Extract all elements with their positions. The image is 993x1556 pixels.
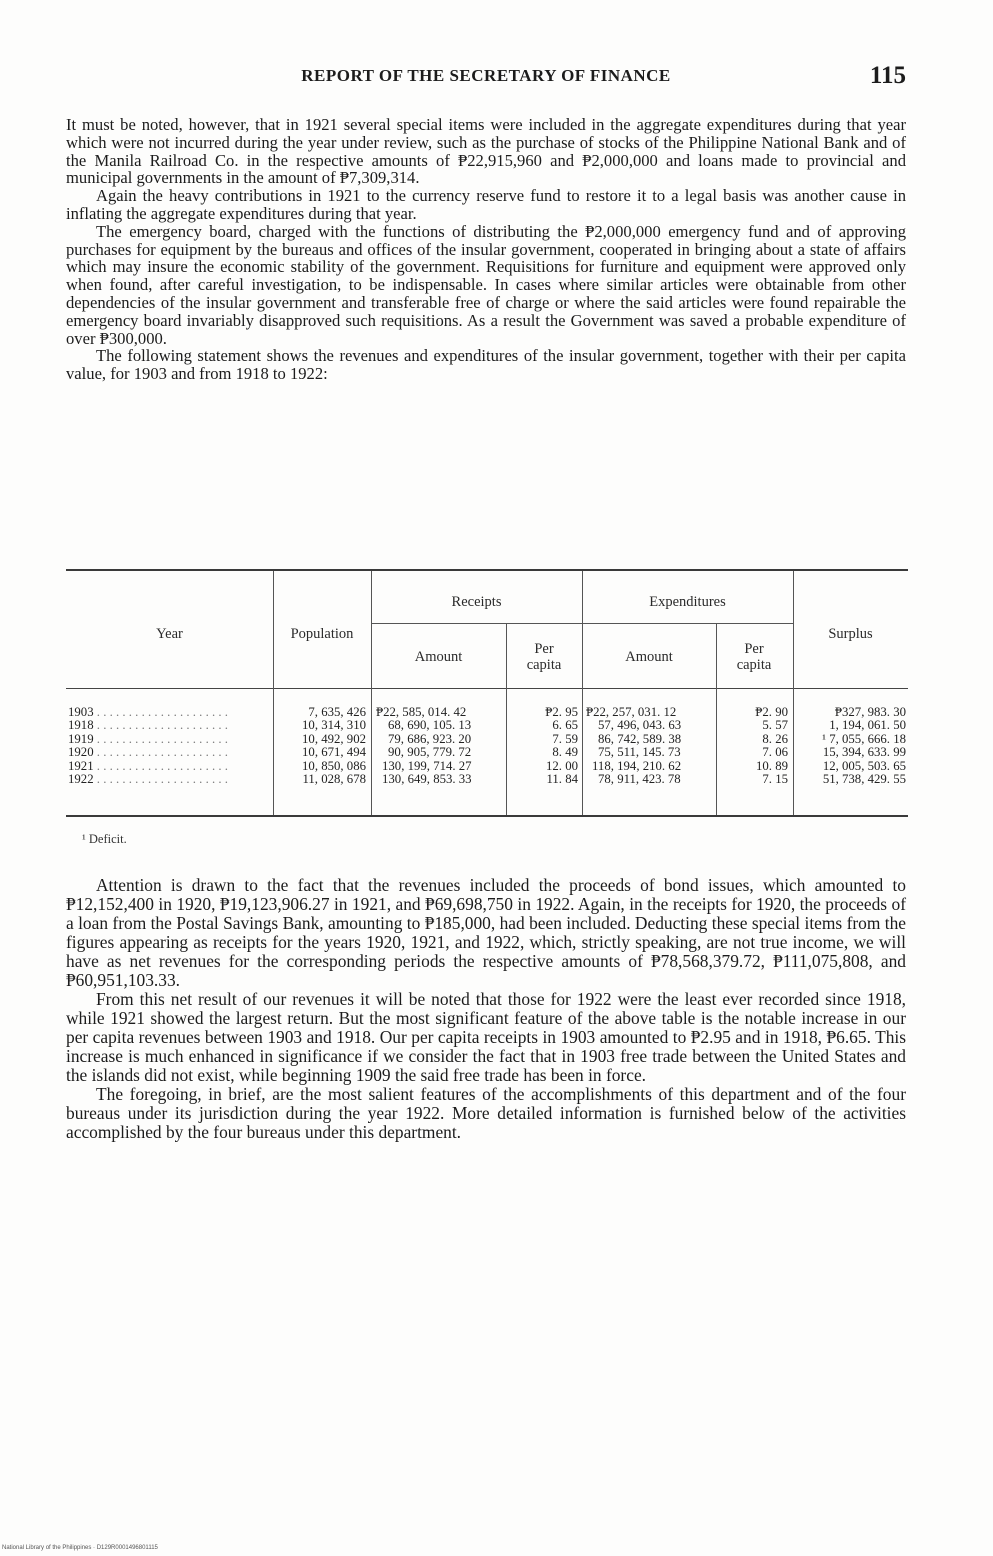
table-cell: 10, 850, 086	[302, 758, 366, 773]
table-cell: 68, 690, 105. 13	[388, 718, 472, 733]
table-cell: ₱22, 585, 014. 42	[376, 705, 467, 719]
header-expenditures: Expenditures	[649, 594, 726, 610]
table-cell: 6. 65	[552, 718, 578, 733]
paragraph-4: The following statement shows the revenues and expenditures of the insular government, together with their per capita value, for 1903 and from 1918 to 1922:	[66, 346, 906, 384]
paragraph-5: Attention is drawn to the fact that the revenues included the proceeds of bond issues, which amounted to ₱12,152,400 in 1920, ₱19,123,906.27 in 1921, and ₱69,698,750 in 1922. Again, in the receipts for 1920, the proceeds of a loan from the Postal Savings Bank, amounting to ₱185,000, had been included. Deducting these special items from the figures appearing as receipts for the years 1920, 1921, and 1922, which, strictly speaking, are not true income, we will have as net revenues for the corresponding periods the respective amounts of ₱78,568,379.72, ₱111,075,808, and ₱60,951,103.33.	[66, 875, 906, 990]
table-cell: 12, 005, 503. 65	[822, 758, 906, 773]
table-rule-bottom	[66, 815, 908, 817]
table-cell: 79, 686, 923. 20	[388, 731, 472, 746]
table-cell: 10, 314, 310	[302, 718, 366, 733]
table-cell: 7. 15	[762, 771, 788, 786]
table-cell: 75, 511, 145. 73	[598, 745, 681, 760]
table-cell: ₱2. 95	[545, 705, 578, 719]
table-divider	[506, 623, 507, 815]
paragraph-7: The foregoing, in brief, are the most salient features of the accomplishments of this department and of the four bureaus under its jurisdiction during the year 1922. More detailed information is furnished below of the activities accomplished by the four bureaus under this department.	[66, 1084, 906, 1142]
page-number: 115	[869, 62, 906, 89]
header-population: Population	[290, 626, 354, 642]
table-footnote: ¹ Deficit.	[82, 832, 127, 846]
header-year: Year	[156, 626, 183, 642]
table-rule-header	[66, 688, 908, 689]
table-divider	[716, 623, 717, 815]
table-cell: 1922 . . . . . . . . . . . . . . . . . . . . .	[68, 771, 228, 786]
header-receipts: Receipts	[451, 594, 502, 610]
column-year	[68, 706, 268, 786]
table-cell: 10, 492, 902	[302, 731, 366, 746]
table-cell: 8. 49	[552, 745, 578, 760]
column-surplus	[796, 706, 906, 786]
table-cell: 7, 635, 426	[308, 705, 366, 719]
table-cell: 86, 742, 589. 38	[598, 731, 682, 746]
paragraph-3: The emergency board, charged with the functions of distributing the ₱2,000,000 emergency fund and of approving purchases for equipment by the bureaus and offices of the insular government, cooperated in bringing about a state of affairs which may insure the economic stability of the government. Requisitions for furniture and equipment were approved only when found, after careful investigation, to be indispensable. In cases where similar articles were obtainable from other dependencies of the insular government and transferable free of charge or where the said articles were found repairable the emergency board invariably disapproved such requisitions. As a result the Government was saved a probable expenditure of over ₱300,000.	[66, 221, 906, 348]
table-cell: 1903 . . . . . . . . . . . . . . . . . . . . .	[68, 705, 228, 719]
table-cell: 7. 59	[552, 731, 578, 746]
table-cell: ₱327, 983. 30	[834, 705, 906, 719]
table-cell: 5. 57	[762, 718, 788, 733]
header-surplus: Surplus	[828, 626, 873, 642]
table-cell: 90, 905, 779. 72	[388, 745, 472, 760]
table-cell: 57, 496, 043. 63	[598, 718, 682, 733]
table-cell: 10, 671, 494	[302, 745, 366, 760]
table-cell: 130, 649, 853. 33	[382, 771, 472, 786]
table-cell: 7. 06	[762, 745, 788, 760]
table-cell: 12. 00	[546, 758, 578, 773]
table-cell: 11. 84	[546, 771, 578, 786]
table-cell: 118, 194, 210. 62	[592, 758, 682, 773]
header-receipts-per-capita: Per capita	[526, 641, 562, 673]
table-cell: 1918 . . . . . . . . . . . . . . . . . . . . .	[68, 718, 228, 733]
table-cell: 15, 394, 633. 99	[822, 745, 906, 760]
table-cell: 11, 028, 678	[302, 771, 366, 786]
header-exp-per-capita: Per capita	[736, 641, 772, 673]
table-cell: ₱2. 90	[755, 705, 788, 719]
report-title: REPORT OF THE SECRETARY OF FINANCE	[301, 66, 671, 85]
table-cell: 78, 911, 423. 78	[598, 771, 681, 786]
header-exp-amount: Amount	[625, 649, 673, 665]
body-text-bottom	[66, 876, 906, 1142]
column-receipts-per-capita	[508, 706, 578, 786]
column-receipts-amount	[376, 706, 504, 786]
table-cell: 8. 26	[762, 731, 788, 746]
paragraph-2: Again the heavy contributions in 1921 to the currency reserve fund to restore it to a legal basis was another cause in inflating the aggregate expenditures during that year.	[66, 186, 906, 223]
table-cell: 10. 89	[756, 758, 788, 773]
paragraph-6: From this net result of our revenues it will be noted that those for 1922 were the least ever recorded since 1918, while 1921 showed the largest return. But the most significant feature of the above table is the notable increase in our per capita revenues between 1903 and 1918. Our per capita receipts in 1903 amounted to ₱2.95 and in 1918, ₱6.65. This increase is much enhanced in significance if we consider the fact that in 1903 free trade between the United States and the islands did not exist, while beginning 1909 the said free trade has been in force.	[66, 989, 906, 1085]
column-exp-amount	[586, 706, 714, 786]
table-cell: 1920 . . . . . . . . . . . . . . . . . . . . .	[68, 745, 228, 760]
table-cell: 1919 . . . . . . . . . . . . . . . . . . . . .	[68, 731, 228, 746]
scan-credit: National Library of the Philippines · D129R0001496801115	[2, 1545, 158, 1551]
table-divider	[793, 571, 794, 815]
table-cell: 51, 738, 429. 55	[822, 771, 906, 786]
column-population	[276, 706, 366, 786]
running-header	[66, 62, 906, 92]
table-cell: ₱22, 257, 031. 12	[586, 705, 677, 719]
table-rule-top	[66, 569, 908, 571]
column-exp-per-capita	[718, 706, 788, 786]
paragraph-1: It must be noted, however, that in 1921 several special items were included in the aggregate expenditures during that year which were not incurred during the year under review, such as the purchase of stocks of the Philippine National Bank and of the Manila Railroad Co. in the respective amounts of ₱22,915,960 and ₱2,000,000 and loans made to provincial and municipal governments in the amount of ₱7,309,314.	[66, 115, 906, 188]
table-cell: 1, 194, 061. 50	[829, 718, 906, 733]
table-cell: ¹ 7, 055, 666. 18	[822, 731, 906, 746]
header-receipts-amount: Amount	[414, 649, 463, 665]
table-cell: 1921 . . . . . . . . . . . . . . . . . . . . .	[68, 758, 228, 773]
table-divider	[273, 571, 274, 815]
table-cell: 130, 199, 714. 27	[382, 758, 472, 773]
body-text-top	[66, 116, 906, 383]
